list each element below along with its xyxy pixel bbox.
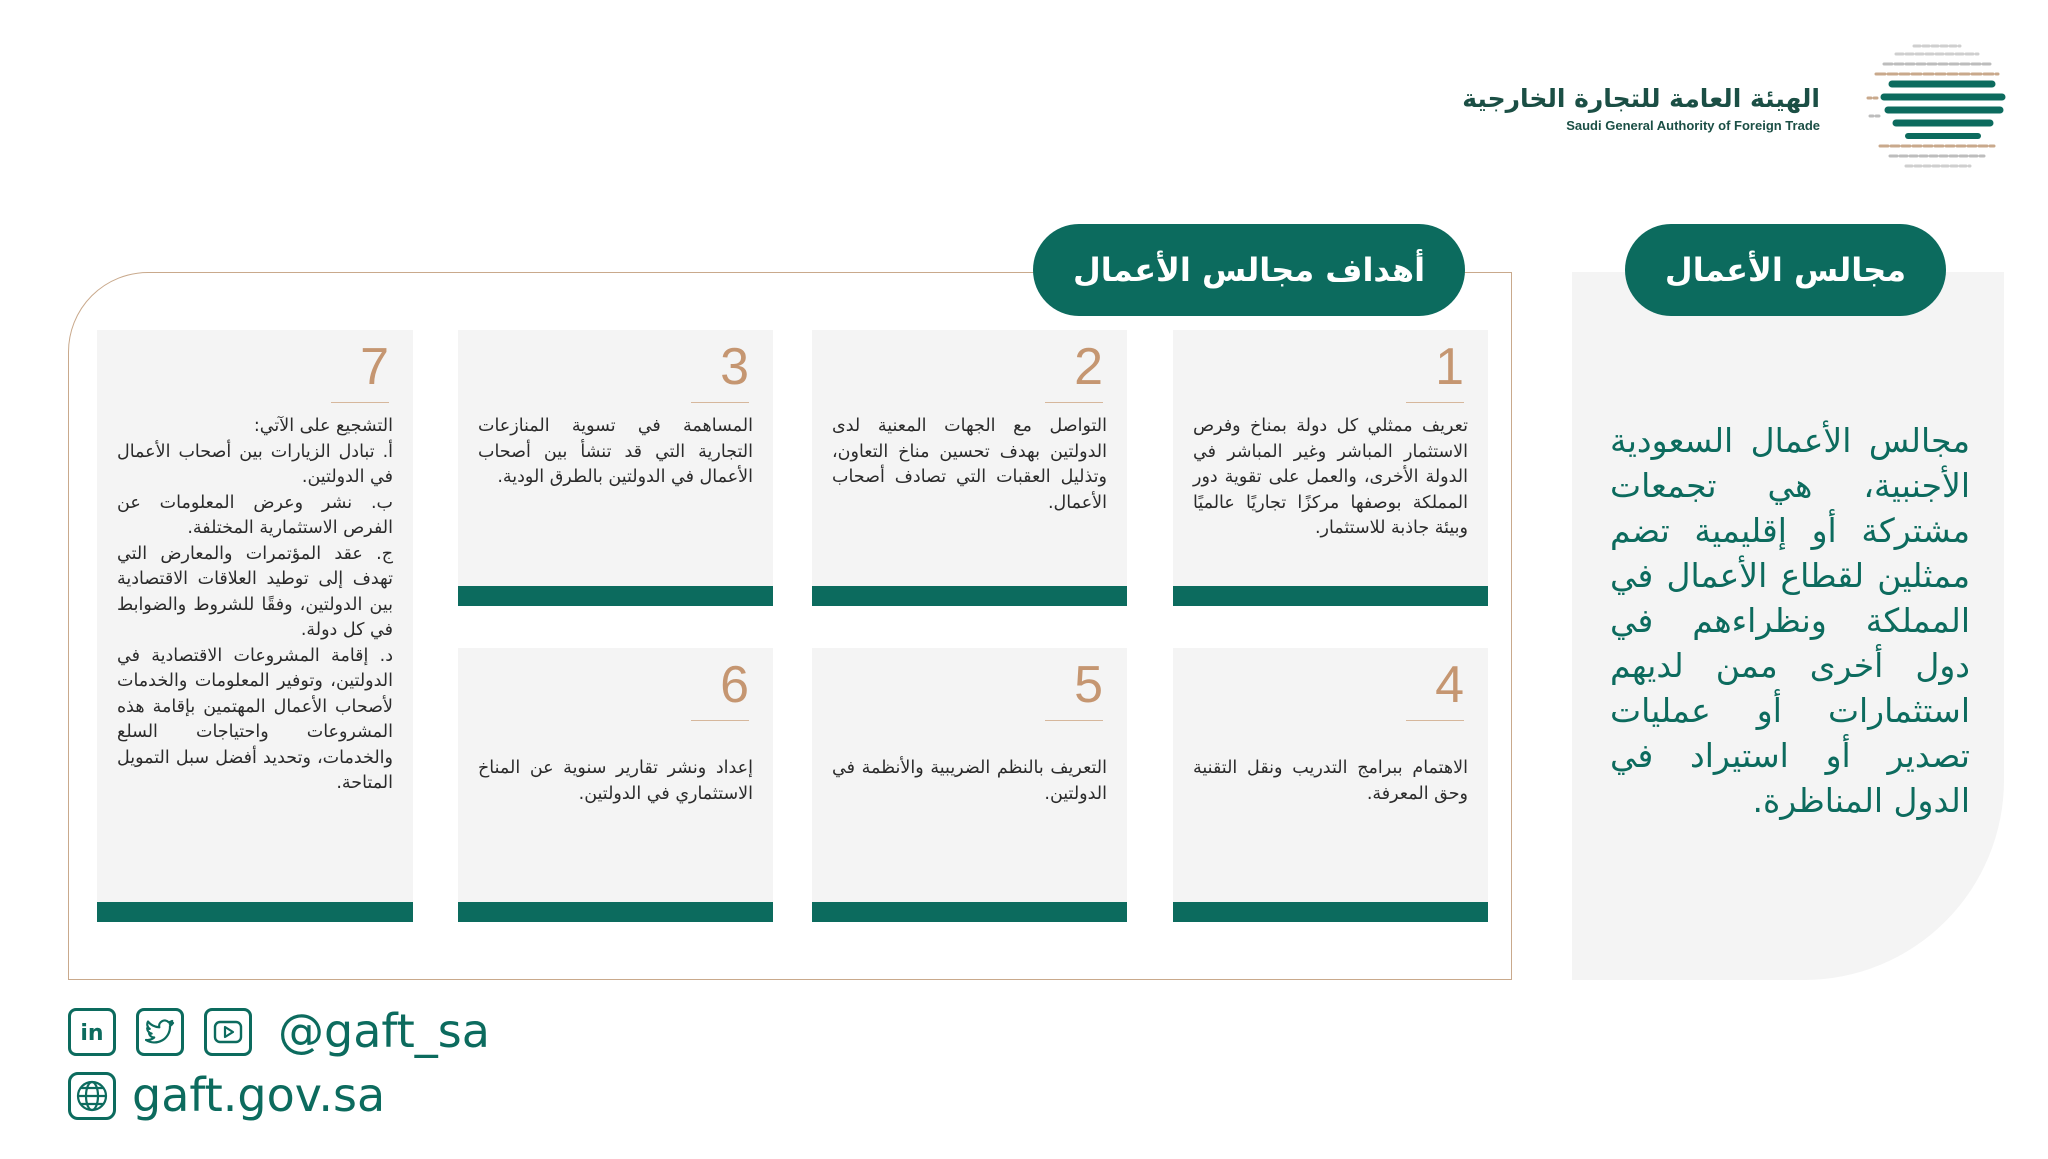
goal-line: ج. عقد المؤتمرات والمعارض التي تهدف إلى توطيد العلاقات الاقتصادية بين الدولتين، وفقًا للشروط والضوابط في كل دولة.: [117, 543, 393, 640]
goal-card-3: [458, 330, 773, 606]
goal-number: 4: [1406, 652, 1464, 721]
globe-icon[interactable]: [68, 1072, 116, 1120]
goal-line: ب. نشر وعرض المعلومات عن الفرص الاستثمارية المختلفة.: [117, 492, 393, 538]
goal-card-7: [97, 330, 413, 922]
goals-title: أهداف مجالس الأعمال: [1033, 224, 1465, 316]
goal-card-1: [1173, 330, 1488, 606]
goal-bar: [458, 586, 773, 606]
goal-number: 3: [691, 334, 749, 403]
youtube-icon[interactable]: [204, 1008, 252, 1056]
logo-arabic-text: الهيئة العامة للتجارة الخارجية: [1462, 84, 1820, 113]
goal-text: التواصل مع الجهات المعنية لدى الدولتين بهدف تحسين مناخ التعاون، وتذليل العقبات التي تصادف أصحاب الأعمال.: [832, 416, 1107, 513]
goal-card-5: [812, 648, 1127, 922]
svg-text:in: in: [80, 1021, 104, 1046]
goal-bar: [97, 902, 413, 922]
goal-bar: [1173, 586, 1488, 606]
side-description: مجالس الأعمال السعودية الأجنبية، هي تجمعات مشتركة أو إقليمية تضم ممثلين لقطاع الأعمال في المملكة ونظراءهم في دول أخرى ممن لديهم استثمارات أو عمليات تصدير أو استيراد في الدول المناظرة.: [1610, 421, 1970, 820]
social-handle[interactable]: @gaft_sa: [278, 1004, 490, 1058]
goal-number: 6: [691, 652, 749, 721]
goal-text: الاهتمام ببرامج التدريب ونقل التقنية وحق المعرفة.: [1193, 758, 1468, 804]
gaft-logo-icon: [1862, 40, 2012, 178]
goal-bar: [812, 586, 1127, 606]
goal-text: المساهمة في تسوية المنازعات التجارية التي قد تنشأ بين أصحاب الأعمال في الدولتين بالطرق الودية.: [478, 416, 753, 487]
goal-text: التعريف بالنظم الضريبية والأنظمة في الدولتين.: [832, 758, 1107, 804]
goal-number: 2: [1045, 334, 1103, 403]
goal-number: 7: [331, 334, 389, 403]
twitter-icon[interactable]: [136, 1008, 184, 1056]
side-title: مجالس الأعمال: [1625, 224, 1946, 316]
logo-english-text: Saudi General Authority of Foreign Trade: [1566, 118, 1820, 133]
goal-text: تعريف ممثلي كل دولة بمناخ وفرص الاستثمار المباشر وغير المباشر في الدولة الأخرى، والعمل على تقوية دور المملكة بوصفها مركزًا تجاريًا عالميًا وبيئة جاذبة للاستثمار.: [1193, 416, 1468, 538]
goal-number: 5: [1045, 652, 1103, 721]
website-link[interactable]: gaft.gov.sa: [132, 1068, 386, 1122]
goal-text: [117, 414, 393, 797]
goal-line: أ. تبادل الزيارات بين أصحاب الأعمال في الدولتين.: [117, 441, 393, 487]
goal-line: التشجيع على الآتي:: [253, 416, 393, 436]
goal-text: إعداد ونشر تقارير سنوية عن المناخ الاستثماري في الدولتين.: [478, 758, 753, 804]
goal-bar: [812, 902, 1127, 922]
goal-card-4: [1173, 648, 1488, 922]
goal-card-2: [812, 330, 1127, 606]
goal-card-6: [458, 648, 773, 922]
goal-line: د. إقامة المشروعات الاقتصادية في الدولتين، وتوفير المعلومات والخدمات لأصحاب الأعمال المهتمين بإقامة هذه المشروعات واحتياجات السلع والخدمات، وتحديد أفضل سبل التمويل المتاحة.: [117, 645, 393, 793]
goal-bar: [458, 902, 773, 922]
goal-number: 1: [1406, 334, 1464, 403]
linkedin-icon[interactable]: [68, 1008, 116, 1056]
goal-bar: [1173, 902, 1488, 922]
